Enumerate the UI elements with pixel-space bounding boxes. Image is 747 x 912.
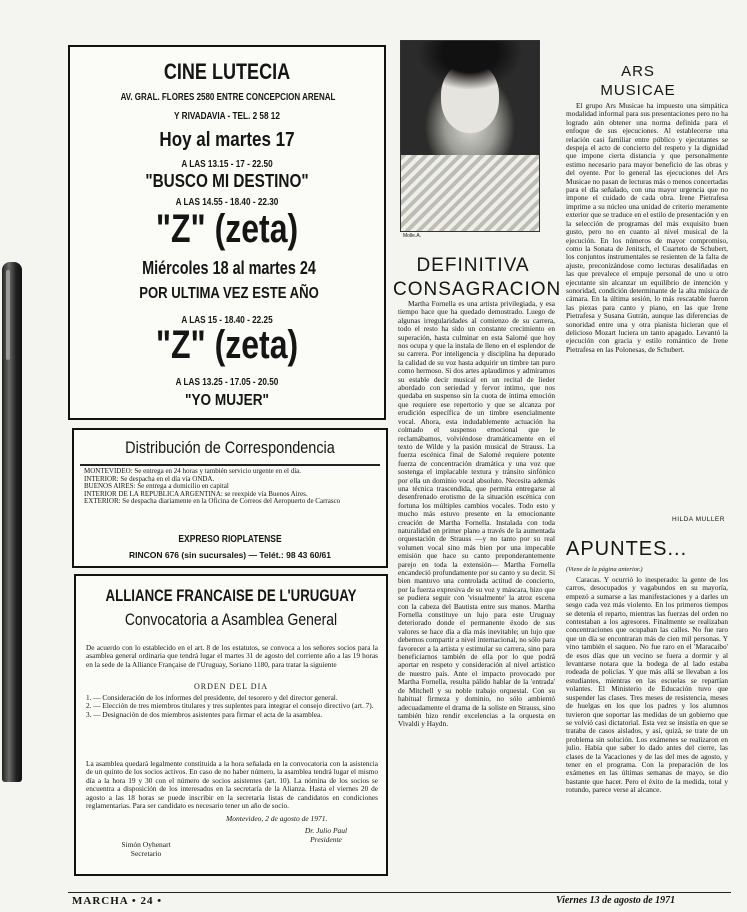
pen-image — [2, 262, 22, 782]
cine-film-4: "YO MUJER" — [185, 392, 269, 409]
correspondence-lines — [84, 468, 378, 530]
cine-title: CINE LUTECIA — [163, 59, 291, 84]
correspondence-line: INTERIOR DE LA REPUBLICA ARGENTINA: se reexpide vía Buenos Aires. — [84, 489, 308, 498]
cine-last-time: POR ULTIMA VEZ ESTE AÑO — [139, 285, 319, 302]
correspondence-line: INTERIOR: Se despacha en el día vía ONDA. — [84, 474, 215, 483]
correspondence-line: BUENOS AIRES: Se entrega a domicilio en capital — [84, 482, 229, 491]
footer-left: MARCHA • 24 • — [72, 895, 163, 907]
alliance-items — [86, 694, 378, 750]
signer-1-role: Secretario — [130, 849, 162, 858]
footer-rule — [68, 892, 731, 893]
alliance-title: ALLIANCE FRANCAISE DE L'URUGUAY — [105, 586, 357, 605]
portrait-shirt — [401, 155, 539, 231]
cine-times-2: A LAS 14.55 - 18.40 - 22.30 — [175, 197, 279, 208]
apuntes-title: APUNTES... — [566, 538, 688, 560]
correspondence-rule — [80, 464, 380, 466]
alliance-subtitle: Convocatoria a Asamblea General — [124, 610, 338, 629]
ars-body: El grupo Ars Musicae ha impuesto una simpática modalidad informal para sus presentaciones pero no ha logrado aún obtener una norma definida para el enfoque de sus ejecuciones. Al establecerse una relación casi familiar entre público y ejecutantes se despeja el acto de concierto del respeto y la dignidad que impone cierta distancia y que personalmente estimo necesario para mayor beneficio de las obras y del oyente. Por lo general las ejecuciones del Ars Musicae no pasan de lecturas más o menos concertadas para el día señalado, con una mayor urgencia que no impone el cuidado de cada obra. Irene Pietrafesa imprime a su núcleo una unidad de criterio meramente exterior que se traduce en el estilo de presentación y en la selección de programas del más exquisito buen gusto, pero no en cuanto al nivel musical de la ejecución. En los números de mayor compromiso, como la Sonata de Jenitsch, el Cuarteto de Schubert, los conjuntos instrumentales se resienten de la falta de ajuste, preconizándose como lecturas desaliñadas en las que prevalece el empuje personal de uno u otro ejecutante sin alcanzar un equilibrio de intención y sonoridad, condición determinante de la alta música de cámara. En la última sesión, lo más rescatable fueron las piezas para canto y piano, en las que Irene Pietrafesa y Susana Gutrán, aunque las diferencias de sonoridad entre una y otra pianista hicieran que el delicioso Mozart luciera un tanto apagado. Levantó la ejecución con gracia y estilo romántico de Irene Pietrafesa en las Polonesas, de Schubert. — [566, 102, 728, 354]
apuntes-continued: (Viene de la página anterior.) — [566, 566, 643, 573]
alliance-notice — [74, 574, 388, 876]
definitiva-title: DEFINITIVA CONSAGRACION — [393, 255, 562, 300]
correspondence-line: MONTEVIDEO: Se entrega en 24 horas y también servicio urgente en el día. — [84, 468, 301, 475]
cine-times-1: A LAS 13.15 - 17 - 22.50 — [181, 159, 273, 170]
signer-2-role: Presidente — [310, 835, 342, 844]
correspondence-title: Distribución de Correspondencia — [125, 438, 335, 457]
cine-period-2: Miércoles 18 al martes 24 — [142, 258, 316, 278]
cine-ad — [68, 45, 386, 420]
alliance-signer-2 — [266, 826, 386, 844]
alliance-item: 1. — Consideración de los informes del presidente, del tesorero y del director general. — [86, 694, 338, 702]
cine-times-3: A LAS 15 - 18.40 - 22.25 — [181, 315, 273, 326]
cine-period-1: Hoy al martes 17 — [159, 129, 295, 151]
alliance-intro: De acuerdo con lo establecido en el art. 8 de los estatutos, se convoca a los señores socios para la asamblea general ordinaria que tendrá lugar el martes 31 de agosto del corriente año a las 19 horas en la sede de la Alliance Française de l'Uruguay, Soriano 1180, para tratar la siguiente — [86, 644, 378, 669]
alliance-signer-1 — [86, 840, 206, 858]
cine-times-4: A LAS 13.25 - 17.05 - 20.50 — [175, 377, 279, 388]
cine-film-3: "Z" (zeta) — [155, 323, 299, 367]
ars-author: HILDA MULLER — [672, 516, 725, 523]
alliance-order-heading: ORDEN DEL DIA — [193, 682, 269, 691]
signer-1-name: Simón Oyhenart — [121, 840, 171, 849]
pen-clip — [6, 270, 10, 360]
correspondence-ad — [72, 428, 388, 568]
footer-right: Viernes 13 de agosto de 1971 — [556, 895, 676, 906]
portrait-photo — [400, 40, 540, 232]
cine-address-2: Y RIVADAVIA - TEL. 2 58 12 — [174, 111, 280, 122]
apuntes-body: Caracas. Y ocurrió lo inesperado: la gente de los carros, desocupados y vagabundos en su mayoría, empezó a sumarse a las manifestaciones y a darles un sesgo cada vez más violento. En los primeros tiempos se detenía el reparto, mientras las fuerzas del orden no contestaban a los agresores. Finalmente se realizaban concentraciones que ocupaban las calles. No fue raro que un día se encontraran más de cien mil personas. Y vino también el saqueo. No fue raro en el 'Maracaibo' de esos días que un vecino se fuera a dormir y al levantarse notara que la bodega de al lado estaba rodeada de policías. Y que más allá se llevaban a los estudiantes, mientras en las escuelas se repartían volantes. El Ministerio de Educación tuvo que suspender las clases. Tres meses de resistencia, meses de huelgas en los que los padres y los alumnos tuvieron que soportar las medidas de un gobierno que se volvió casi dictatorial. Esta vez se insistía en que se trataba de casos aislados, y así, quizá, se trate de un problema sin solución. Los exámenes se realizaron en julio. Había que saber lo dado antes del cierre, las clases de la Vacaciones y de las del mes de agosto, y tener en el programa. Con la preparación de los exámenes en las últimas semanas de mayo, se dio bastante que hacer. Pero el éxito de la medida, total y rotundo, parece verse al alcance. — [566, 576, 728, 795]
alliance-item: 3. — Designación de dos miembros asistentes para firmar el acta de la asamblea. — [86, 709, 323, 719]
correspondence-line: EXTERIOR: Se despacha diariamente en la Oficina de Correos del Aeropuerto de Carrasco — [84, 497, 341, 506]
cine-film-1: "BUSCO MI DESTINO" — [145, 171, 309, 191]
ars-title: ARS MUSICAE — [600, 63, 676, 99]
alliance-item: 2. — Elección de tres miembros titulares y tres suplentes para integrar el consejo directivo (art. 7). — [86, 701, 374, 711]
express-address: RINCON 676 (sin sucursales) — Telét.: 98 43 60/61 — [128, 550, 332, 560]
definitiva-body: Martha Fornella es una artista privilegiada, y esa tiempo hace que ha quedado demostrado. Luego de algunas irregularidades al comienzo de su carrera, todo el resto ha sido un constante crecimiento en superación, hasta culminar en esta Salomé que hoy nos ocupa y que la instala de lleno en el esplendor de su carrera. Por inteligencia y disciplina ha depurado la calidad de su voz hasta adquirir un timbre tan puro como hermoso. Si dos artes aplaudimos y admiramos su estable decir musical en un recital de lieder abordado con seriedad y fervor intimo, que nos quedaba en suspenso sin la cuota de íntima emoción que requiere ese repertorio y que se alcanza por erudición específica de un timbre esencialmente vocal. Ahora, esta indudablemente actuación ha colmado el suspenso emocional que le reclamábamos, volviéndose dramáticamente en el texto de Wilde y la pasión musical de Strauss. La fuerza escénica final de Salomé requiere potente fuerza de concentración dramática y una voz que sostenga el implacable textura y tránsito sinfónico por ella un dominio vocal absoluto. Necesita además una técnica trascendida, que permita entregarse al desenfrenado erotismo de la situación escénica con fortuna los múltiples cambios vocales. Todo esto y mucho más estuvo presente en la emocionante creación de Martha Fornella. Instalada con toda naturalidad en primer plano a través de la aumentada orquestación de Strauss —y no tanto por su real volumen vocal sino más bien por una impecable emisión que hace su canto preponderantemente parejo en toda la extensión— Martha Fornella encandeció profundamente por su canto y su decir. Si bien mantuvo una controlada actitud de concierto, por la fuerza expresiva de su voz y máscara, hizo que se pudiera seguir con 'visualmente' la atroz escena con la cabeza del Bautista entre sus manos. Martha Fornella constituye un lujo para este Uruguay deteriorado donde el permanente éxodo de sus valores se hace día a día más inevitable; un lujo que debemos compartir a nivel internacional, no sólo para favorecer a la artista y estimular su carrera, sino para beneficiarnos también de ella por lo que podrá aportar en respeto y consideración al nivel artístico de nuestro país. Ante el impacto provocado por Martha Fornella, resulta pálido hablar de la 'entrada' de Mitchell y su noble trabajo orquestal. Con su habitual firmeza y dominio, no sólo ambientó adecuadamente el drama de la soliste en Strauss, sino también hizo rendir excelencias a la orquesta en Vivaldi y Haydn. — [398, 300, 555, 729]
photo-caption: Molle.A. — [403, 233, 422, 239]
express-name: EXPRESO RIOPLATENSE — [178, 534, 282, 545]
alliance-date: Montevideo, 2 de agosto de 1971. — [226, 814, 328, 823]
cine-address-1: AV. GRAL. FLORES 2580 ENTRE CONCEPCION ARENAL — [120, 92, 336, 103]
cine-film-2: "Z" (zeta) — [155, 207, 299, 251]
portrait-hair — [401, 41, 539, 155]
signer-2-name: Dr. Julio Paul — [304, 826, 348, 835]
alliance-body: La asamblea quedará legalmente constituida a la hora señalada en la convocatoria con la asistencia de un quinto de los socios activos. En caso de no haber número, la asamblea tendrá lugar el mismo día a la hora 19 y 30 con el número de socios asistentes (art. 10). La nómina de los socios se encuentra a disposición de los interesados en la secretaría de la Alianza. Hasta el viernes 20 de agosto a las 18 horas se puede inscribir en la secretaría listas de candidatos en condiciones reglamentarias. Para ser candidato es necesario tener un año de socio. — [86, 760, 378, 811]
